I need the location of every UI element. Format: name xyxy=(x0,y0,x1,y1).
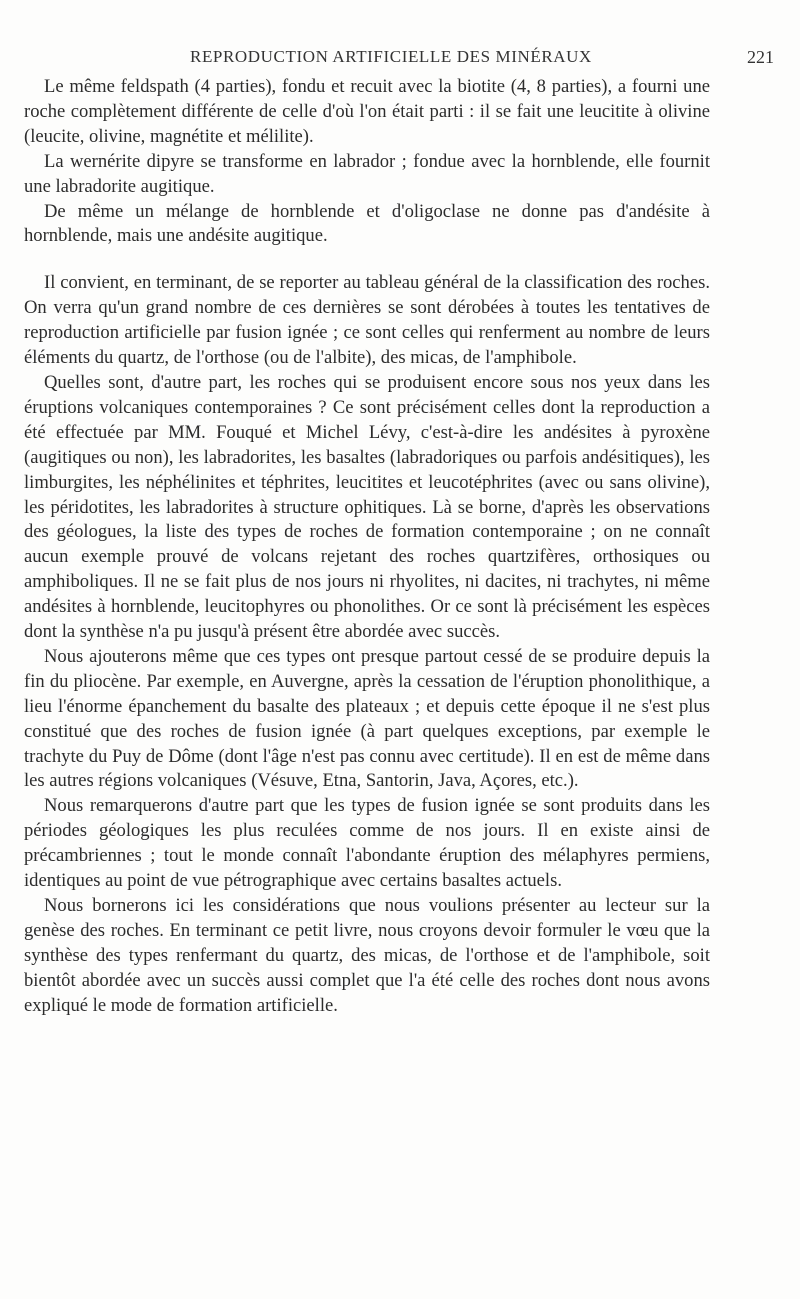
page-number: 221 xyxy=(747,47,774,67)
paragraph-geologic-periods: Nous remarquerons d'autre part que les types de fusion ignée se sont produits dans les périodes géologiques les plus reculées comme de nos jours. Il en existe ainsi de précambriennes ; tout le monde connaît l'abondante éruption des mélaphyres permiens, identiques au point de vue pétrographique avec certains basaltes actuels. xyxy=(24,795,710,892)
paragraph-hornblende: De même un mélange de hornblende et d'oligoclase ne donne pas d'andésite à hornblende, mais une andésite augitique. xyxy=(24,200,710,247)
paragraph-feldspath: Le même feldspath (4 parties), fondu et recuit avec la biotite (4, 8 parties), a fourni une roche complètement différente de celle d'où l'on était parti : il se fait une leucitite à olivine (leucite, olivine, magnétite et mélilite). xyxy=(24,76,710,147)
section-gap xyxy=(24,249,710,271)
paragraph-pliocene: Nous ajouterons même que ces types ont presque partout cessé de se produire depuis la fin du pliocène. Par exemple, en Auvergne, après la cessation de l'éruption phonolithique, a lieu l'énorme épanchement du basalte des plateaux ; et depuis cette époque il ne s'est plus constitué que des roches de fusion ignée (à part quelques exceptions, par exemple le trachyte du Puy de Dôme (dont l'âge n'est pas connu avec certitude). Il en est de même dans les autres régions volcaniques (Vésuve, Etna, Santorin, Java, Açores, etc.). xyxy=(24,645,710,792)
paragraph-classification: Il convient, en terminant, de se reporter au tableau général de la classification des roches. On verra qu'un grand nombre de ces dernières se sont dérobées à toutes les tentatives de reproduction artificielle par fusion ignée ; ce sont celles qui renferment au nombre de leurs éléments du quartz, de l'orthose (ou de l'albite), des micas, de l'amphibole. xyxy=(24,272,710,369)
paragraph-wernerite: La wernérite dipyre se transforme en labrador ; fondue avec la hornblende, elle fournit une labradorite augitique. xyxy=(24,150,710,197)
running-head-title: REPRODUCTION ARTIFICIELLE DES MINÉRAUX xyxy=(190,47,592,66)
body-text xyxy=(24,75,710,1019)
paragraph-eruptions: Quelles sont, d'autre part, les roches qui se produisent encore sous nos yeux dans les éruptions volcaniques contemporaines ? Ce sont précisément celles dont la reproduction a été effectuée par MM. Fouqué et Michel Lévy, c'est-à-dire les andésites à pyroxène (augitiques ou non), les labradorites, les basaltes (labradoriques ou parfois andésitiques), les limburgites, les néphélinites et téphrites, leucitites et leucotéphrites (avec ou sans olivine), les péridotites, les labradorites à structure ophitiques. Là se borne, d'après les observations des géologues, la liste des types de roches de formation contemporaine ; on ne connaît aucun exemple prouvé de volcans rejetant des roches quartzifères, orthosiques ou amphiboliques. Il ne se fait plus de nos jours ni rhyolites, ni dacites, ni trachytes, ni même andésites à hornblende, leucitophyres ou phonolithes. Or ce sont là précisément les espèces dont la synthèse n'a pu jusqu'à présent être abordée avec succès. xyxy=(24,371,710,643)
paragraph-conclusion: Nous bornerons ici les considérations que nous voulions présenter au lecteur sur la genèse des roches. En terminant ce petit livre, nous croyons devoir formuler le vœu que la synthèse des types renfermant du quartz, des micas, de l'orthose et de l'amphibole, soit bientôt abordée avec un succès aussi complet que l'a été celle des roches dont nous avons expliqué le mode de formation artificielle. xyxy=(24,895,710,1016)
